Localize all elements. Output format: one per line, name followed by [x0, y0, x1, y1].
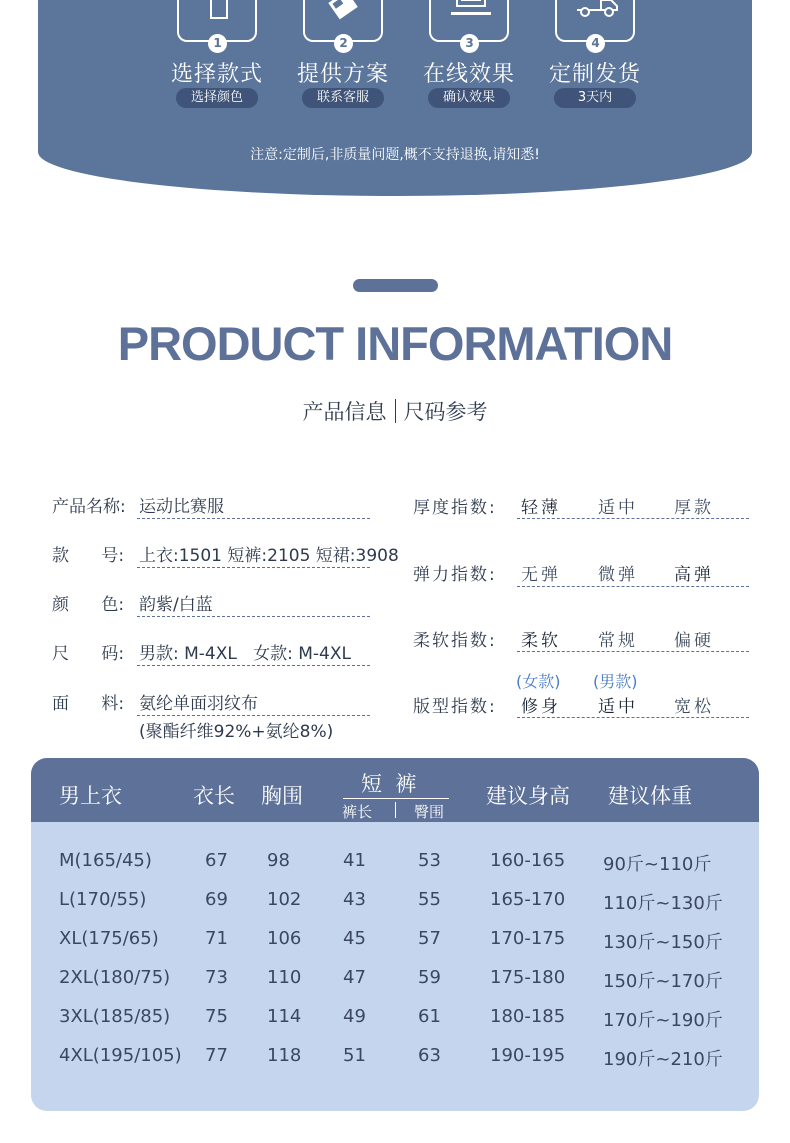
- female-tag: (女款): [516, 672, 561, 691]
- cell-height: 170-175: [490, 928, 566, 949]
- color-value: 韵紫/白蓝: [139, 595, 213, 615]
- cell-hip: 63: [418, 1045, 441, 1066]
- header-shorts-length: 裤长: [342, 803, 373, 821]
- underline: [137, 665, 370, 666]
- subtitle-left: 产品信息: [302, 400, 387, 424]
- male-tag: (男款): [593, 672, 638, 691]
- cell-height: 160-165: [490, 850, 566, 871]
- underline: [517, 518, 749, 519]
- cell-shorts-length: 51: [343, 1045, 366, 1066]
- cell-weight: 190斤~210斤: [603, 1049, 723, 1070]
- cell-length: 67: [205, 850, 228, 871]
- header-rule: [343, 798, 449, 799]
- document-icon: [323, 0, 367, 24]
- cell-size: 4XL(195/105): [59, 1045, 182, 1066]
- step-number: 1: [208, 34, 227, 53]
- subtitle-separator: [395, 399, 396, 423]
- size-table: [31, 758, 759, 1111]
- step-pill: 3天内: [554, 88, 636, 108]
- cell-chest: 106: [267, 928, 302, 949]
- section-divider: [353, 279, 438, 292]
- step-number: 3: [460, 34, 479, 53]
- underline: [137, 567, 370, 568]
- cell-size: M(165/45): [59, 850, 152, 871]
- cell-hip: 61: [418, 1006, 441, 1027]
- name-value: 运动比赛服: [139, 497, 224, 517]
- header-height: 建议身高: [486, 784, 570, 808]
- elastic-label: 弹力指数:: [413, 565, 497, 585]
- step-title: 提供方案: [296, 62, 389, 87]
- cell-hip: 57: [418, 928, 441, 949]
- underline: [137, 616, 370, 617]
- cell-shorts-length: 47: [343, 967, 366, 988]
- cell-size: 2XL(180/75): [59, 967, 171, 988]
- tshirt-icon: [197, 0, 241, 24]
- cell-shorts-length: 49: [343, 1006, 366, 1027]
- cell-length: 71: [205, 928, 228, 949]
- cell-size: XL(175/65): [59, 928, 159, 949]
- fit-option: 修身: [521, 697, 561, 717]
- underline: [137, 518, 370, 519]
- underline: [517, 651, 749, 652]
- step-pill: 联系客服: [302, 88, 384, 108]
- color-label: 颜 色:: [52, 595, 125, 615]
- cell-weight: 130斤~150斤: [603, 932, 723, 953]
- size-value: 男款: M-4XL 女款: M-4XL: [139, 644, 351, 664]
- size-label: 尺 码:: [52, 644, 125, 664]
- header-weight: 建议体重: [608, 784, 692, 808]
- elastic-option: 微弹: [598, 565, 638, 585]
- cell-chest: 110: [267, 967, 302, 988]
- header-shorts: 短 裤: [361, 772, 417, 796]
- cell-height: 190-195: [490, 1045, 566, 1066]
- step-pill: 选择颜色: [176, 88, 258, 108]
- step-pill: 确认效果: [428, 88, 510, 108]
- header-item: 男上衣: [59, 784, 122, 808]
- underline: [517, 717, 749, 718]
- cell-length: 73: [205, 967, 228, 988]
- fit-option: 适中: [598, 697, 638, 717]
- subtitle-right: 尺码参考: [403, 400, 488, 424]
- fabric-value: 氨纶单面羽纹布: [139, 694, 258, 714]
- cell-shorts-length: 41: [343, 850, 366, 871]
- step-number: 4: [586, 34, 605, 53]
- process-banner: [38, 0, 752, 196]
- elastic-option: 高弹: [674, 565, 714, 585]
- cell-hip: 59: [418, 967, 441, 988]
- step-title: 在线效果: [422, 62, 515, 87]
- soft-option: 柔软: [521, 631, 561, 651]
- cell-shorts-length: 45: [343, 928, 366, 949]
- header-rule: [395, 802, 396, 818]
- cell-length: 69: [205, 889, 228, 910]
- section-title: PRODUCT INFORMATION: [117, 317, 673, 370]
- style-value: 上衣:1501 短裤:2105 短裙:3908: [139, 546, 399, 566]
- cell-size: L(170/55): [59, 889, 147, 910]
- elastic-option: 无弹: [521, 565, 561, 585]
- notice-text: 注意:定制后,非质量问题,概不支持退换,请知悉!: [250, 147, 540, 163]
- cell-chest: 98: [267, 850, 290, 871]
- cell-height: 175-180: [490, 967, 566, 988]
- cell-height: 180-185: [490, 1006, 566, 1027]
- cell-chest: 114: [267, 1006, 302, 1027]
- name-label: 产品名称:: [52, 497, 126, 517]
- header-chest: 胸围: [261, 784, 303, 808]
- step-title: 选择款式: [170, 62, 263, 87]
- header-hip: 臀围: [414, 803, 445, 821]
- cell-chest: 118: [267, 1045, 302, 1066]
- step-title: 定制发货: [548, 62, 641, 87]
- soft-label: 柔软指数:: [413, 631, 497, 651]
- header-length: 衣长: [193, 784, 235, 808]
- fabric-detail: (聚酯纤维92%+氨纶8%): [139, 722, 334, 742]
- cell-weight: 110斤~130斤: [603, 893, 723, 914]
- monitor-icon: [449, 0, 493, 24]
- cell-length: 75: [205, 1006, 228, 1027]
- underline: [137, 715, 370, 716]
- fit-label: 版型指数:: [413, 697, 497, 717]
- soft-option: 偏硬: [674, 631, 714, 651]
- fabric-label: 面 料:: [52, 694, 125, 714]
- cell-height: 165-170: [490, 889, 566, 910]
- style-label: 款 号:: [52, 546, 125, 566]
- underline: [517, 586, 749, 587]
- section-subtitle: [0, 396, 790, 426]
- thickness-option: 厚款: [674, 498, 714, 518]
- cell-chest: 102: [267, 889, 302, 910]
- soft-option: 常规: [598, 631, 638, 651]
- truck-icon: [575, 0, 619, 24]
- fit-option: 宽松: [674, 697, 714, 717]
- table-header: [31, 758, 759, 822]
- cell-hip: 53: [418, 850, 441, 871]
- cell-weight: 150斤~170斤: [603, 971, 723, 992]
- cell-weight: 90斤~110斤: [603, 854, 712, 875]
- cell-length: 77: [205, 1045, 228, 1066]
- thickness-label: 厚度指数:: [413, 498, 497, 518]
- cell-size: 3XL(185/85): [59, 1006, 171, 1027]
- thickness-option: 适中: [598, 498, 638, 518]
- step-number: 2: [334, 34, 353, 53]
- cell-weight: 170斤~190斤: [603, 1010, 723, 1031]
- cell-hip: 55: [418, 889, 441, 910]
- cell-shorts-length: 43: [343, 889, 366, 910]
- thickness-option: 轻薄: [521, 498, 561, 518]
